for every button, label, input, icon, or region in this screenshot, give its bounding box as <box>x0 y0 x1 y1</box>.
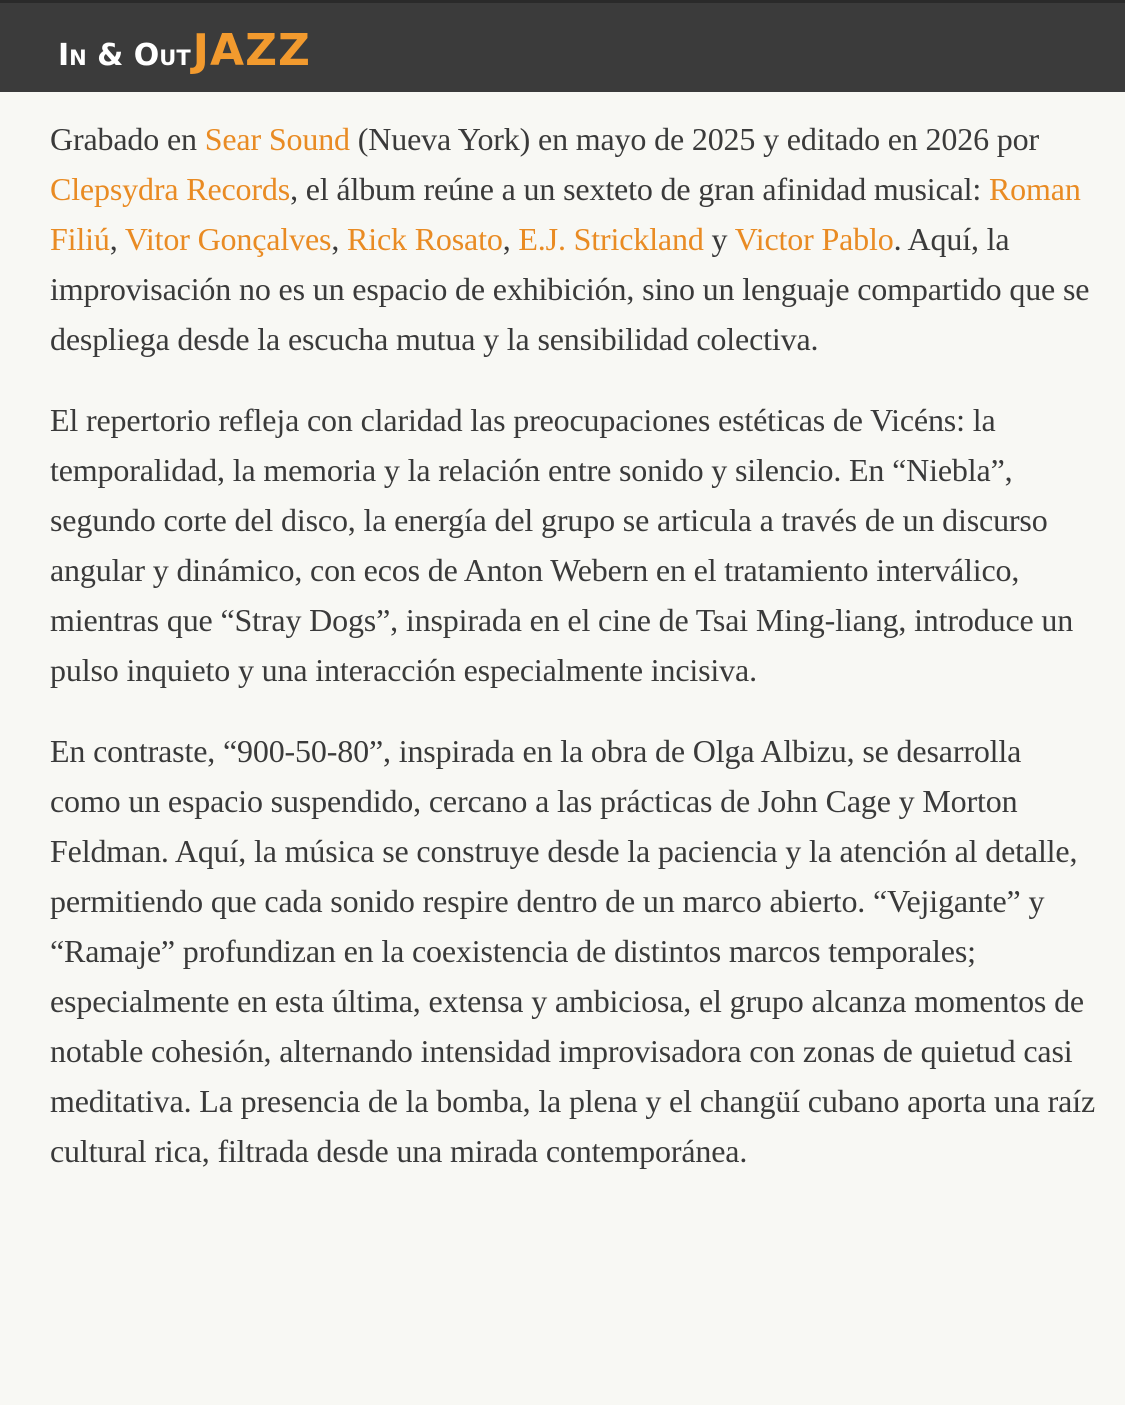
logo-text-in-and-out: In & Out <box>58 38 191 73</box>
p1-text-3: , el álbum reúne a un sexteto de gran afinidad musical: <box>290 171 989 207</box>
paragraph-1 <box>50 114 1097 364</box>
article-body <box>0 92 1125 1176</box>
link-ej-strickland[interactable]: E.J. Strickland <box>518 221 704 257</box>
p1-sep-2: , <box>331 221 348 257</box>
link-clepsydra-records[interactable]: Clepsydra Records <box>50 171 291 207</box>
p1-sep-1: , <box>109 221 125 257</box>
paragraph-3: En contraste, “900-50-80”, inspirada en la obra de Olga Albizu, se desarrolla como un espacio suspendido, cercano a las prácticas de John Cage y Morton Feldman. Aquí, la música se construye desde la paciencia y la atención al detalle, permitiendo que cada sonido respire dentro de un marco abierto. “Vejigante” y “Ramaje” profundizan en la coexistencia de distintos marcos temporales; especialmente en esta última, extensa y ambiciosa, el grupo alcanza momentos de notable cohesión, alternando intensidad improvisadora con zonas de quietud casi meditativa. La presencia de la bomba, la plena y el changüí cubano aporta una raíz cultural rica, filtrada desde una mirada contemporánea. <box>50 733 1096 1169</box>
link-rick-rosato[interactable]: Rick Rosato <box>347 221 503 257</box>
site-header <box>0 0 1125 92</box>
link-roman-filiu[interactable]: Roman Filiú <box>50 171 1081 257</box>
p1-sep-4: y <box>703 221 735 257</box>
logo-text-jazz: JAZZ <box>192 25 311 76</box>
link-sear-sound[interactable]: Sear Sound <box>204 121 350 157</box>
site-logo[interactable] <box>58 25 311 76</box>
p1-text-4: . Aquí, la improvisación no es un espacio de exhibición, sino un lenguaje compartido que se despliega desde la escucha mutua y la sensibilidad colectiva. <box>50 221 1090 357</box>
p1-text-1: Grabado en <box>50 121 205 157</box>
link-victor-pablo[interactable]: Victor Pablo <box>734 221 894 257</box>
p1-sep-3: , <box>502 221 519 257</box>
link-vitor-goncalves[interactable]: Vitor Gonçalves <box>124 221 332 257</box>
p1-text-2: (Nueva York) en mayo de 2025 y editado en 2026 por <box>349 121 1040 157</box>
paragraph-2: El repertorio refleja con claridad las preocupaciones estéticas de Vicéns: la temporalidad, la memoria y la relación entre sonido y silencio. En “Niebla”, segundo corte del disco, la energía del grupo se articula a través de un discurso angular y dinámico, con ecos de Anton Webern en el tratamiento interválico, mientras que “Stray Dogs”, inspirada en el cine de Tsai Ming-liang, introduce un pulso inquieto y una interacción especialmente incisiva. <box>50 402 1074 688</box>
